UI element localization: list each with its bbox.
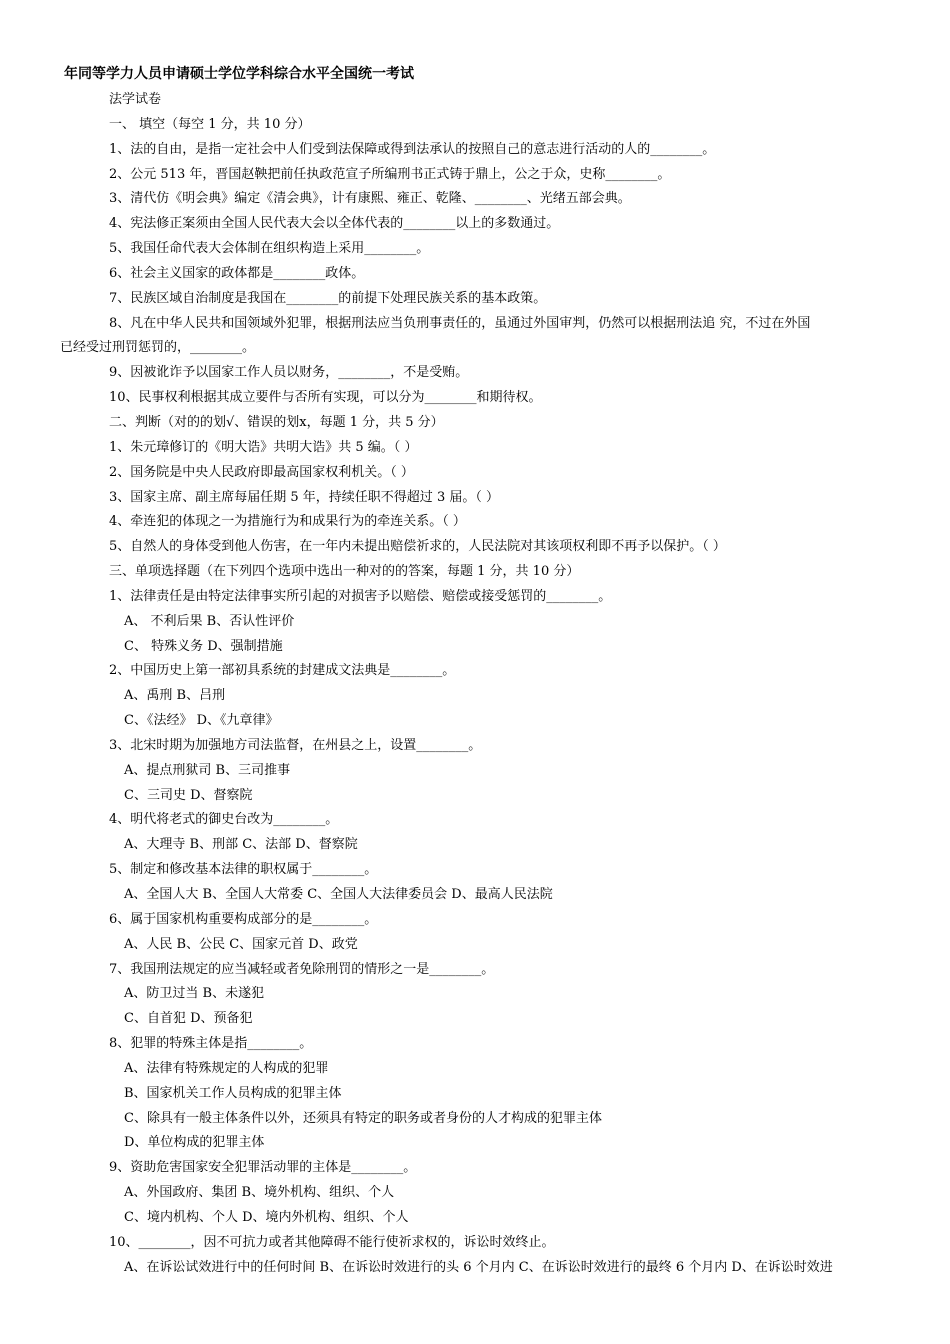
text-line: C、自首犯 D、预备犯 (124, 1011, 253, 1027)
text-line: 10、民事权利根据其成立要件与否所有实现，可以分为________和期待权。 (109, 390, 542, 406)
text-line: 2、公元 513 年，晋国赵鞅把前任执政范宣子所编刑书正式铸于鼎上，公之于众，史称________。 (109, 166, 671, 182)
text-line: 5、制定和修改基本法律的职权属于________。 (109, 862, 378, 878)
text-line: 二、判断（对的的划√、错误的划x，每题 1 分，共 5 分） (109, 414, 444, 430)
text-line: A、提点刑狱司 B、三司推事 (124, 762, 291, 778)
text-line: A、防卫过当 B、未遂犯 (124, 986, 265, 1002)
text-line: A、全国人大 B、全国人大常委 C、全国人大法律委员会 D、最高人民法院 (124, 887, 553, 902)
text-line: 1、法律责任是由特定法律事实所引起的对损害予以赔偿、赔偿或接受惩罚的________。 (109, 588, 612, 604)
text-line: 7、我国刑法规定的应当减轻或者免除刑罚的情形之一是________。 (109, 961, 495, 977)
text-line: 9、因被讹诈予以国家工作人员以财务，________，不是受贿。 (109, 365, 469, 381)
text-line: A、法律有特殊规定的人构成的犯罪 (124, 1060, 329, 1076)
text-line: 4、牵连犯的体现之一为措施行为和成果行为的牵连关系。（ ） (109, 514, 466, 530)
text-line: C、《法经》 D、《九章律》 (124, 713, 279, 729)
text-line: 7、民族区域自治制度是我国在________的前提下处理民族关系的基本政策。 (109, 290, 547, 306)
text-line: 1、法的自由，是指一定社会中人们受到法保障或得到法承认的按照自己的意志进行活动的人的________。 (109, 141, 716, 157)
text-line: C、除具有一般主体条件以外，还须具有特定的职务或者身份的人才构成的犯罪主体 (124, 1110, 602, 1126)
text-line: C、 特殊义务 D、强制措施 (124, 638, 283, 654)
text-line: 8、犯罪的特殊主体是指________。 (109, 1036, 313, 1052)
text-line: 9、资助危害国家安全犯罪活动罪的主体是________。 (109, 1160, 417, 1176)
text-line: 4、明代将老式的御史台改为________。 (109, 812, 339, 828)
text-line: B、国家机关工作人员构成的犯罪主体 (124, 1085, 342, 1101)
text-line: 3、清代仿《明会典》编定《清会典》，计有康熙、雍正、乾隆、________、光绪五部会典。 (109, 191, 631, 207)
text-line: A、外国政府、集团 B、境外机构、组织、个人 (124, 1185, 395, 1201)
text-line: 三、单项选择题（在下列四个选项中选出一种对的的答案，每题 1 分，共 10 分） (109, 564, 580, 580)
text-line: 2、国务院是中央人民政府即最高国家权利机关。（ ） (109, 464, 414, 480)
text-line: A、禹刑 B、吕刑 (124, 688, 226, 704)
text-line: 4、宪法修正案须由全国人民代表大会以全体代表的________以上的多数通过。 (109, 216, 560, 232)
text-line: 法学试卷 (109, 92, 162, 107)
text-line: D、单位构成的犯罪主体 (124, 1135, 265, 1151)
text-line: 2、中国历史上第一部初具系统的封建成文法典是________。 (109, 663, 456, 679)
text-line: 1、朱元璋修订的《明大诰》共明大诰》共 5 编。（ ） (109, 439, 418, 455)
text-line: A、在诉讼试效进行中的任何时间 B、在诉讼时效进行的头 6 个月内 C、在诉讼时效进行的最终 6 个月内 D、在诉讼时效进 (124, 1259, 833, 1275)
text-line: A、 不利后果 B、否认性评价 (124, 613, 295, 629)
text-line: 一、 填空（每空 1 分，共 10 分） (109, 116, 311, 132)
text-line: 5、我国任命代表大会体制在组织构造上采用________。 (109, 241, 430, 257)
text-line: 6、属于国家机构重要构成部分的是________。 (109, 911, 378, 927)
text-line: 5、自然人的身体受到他人伤害，在一年内未提出赔偿祈求的，人民法院对其该项权利即不再予以保护。（ ） (109, 539, 726, 555)
text-line: 3、北宋时期为加强地方司法监督，在州县之上，设置________。 (109, 737, 482, 753)
text-line: C、境内机构、个人 D、境内外机构、组织、个人 (124, 1209, 409, 1225)
text-line: 6、社会主义国家的政体都是________政体。 (109, 265, 365, 281)
document-body (0, 88, 950, 1281)
document-title: 年同等学力人员申请硕士学位学科综合水平全国统一考试 (64, 66, 414, 82)
text-line: C、三司史 D、督察院 (124, 787, 253, 803)
text-line: A、人民 B、公民 C、国家元首 D、政党 (124, 936, 358, 952)
text-line: 3、国家主席、副主席每届任期 5 年，持续任职不得超过 3 届。（ ） (109, 489, 499, 505)
text-line: 10、________，因不可抗力或者其他障碍不能行使祈求权的，诉讼时效终止。 (109, 1234, 555, 1250)
text-line: 已经受过刑罚惩罚的，________。 (60, 340, 256, 356)
text-line: A、大理寺 B、刑部 C、法部 D、督察院 (124, 837, 358, 853)
text-line: 8、凡在中华人民共和国领域外犯罪，根据刑法应当负刑事责任的，虽通过外国审判，仍然可以根据刑法追 究，不过在外国 (109, 315, 811, 331)
